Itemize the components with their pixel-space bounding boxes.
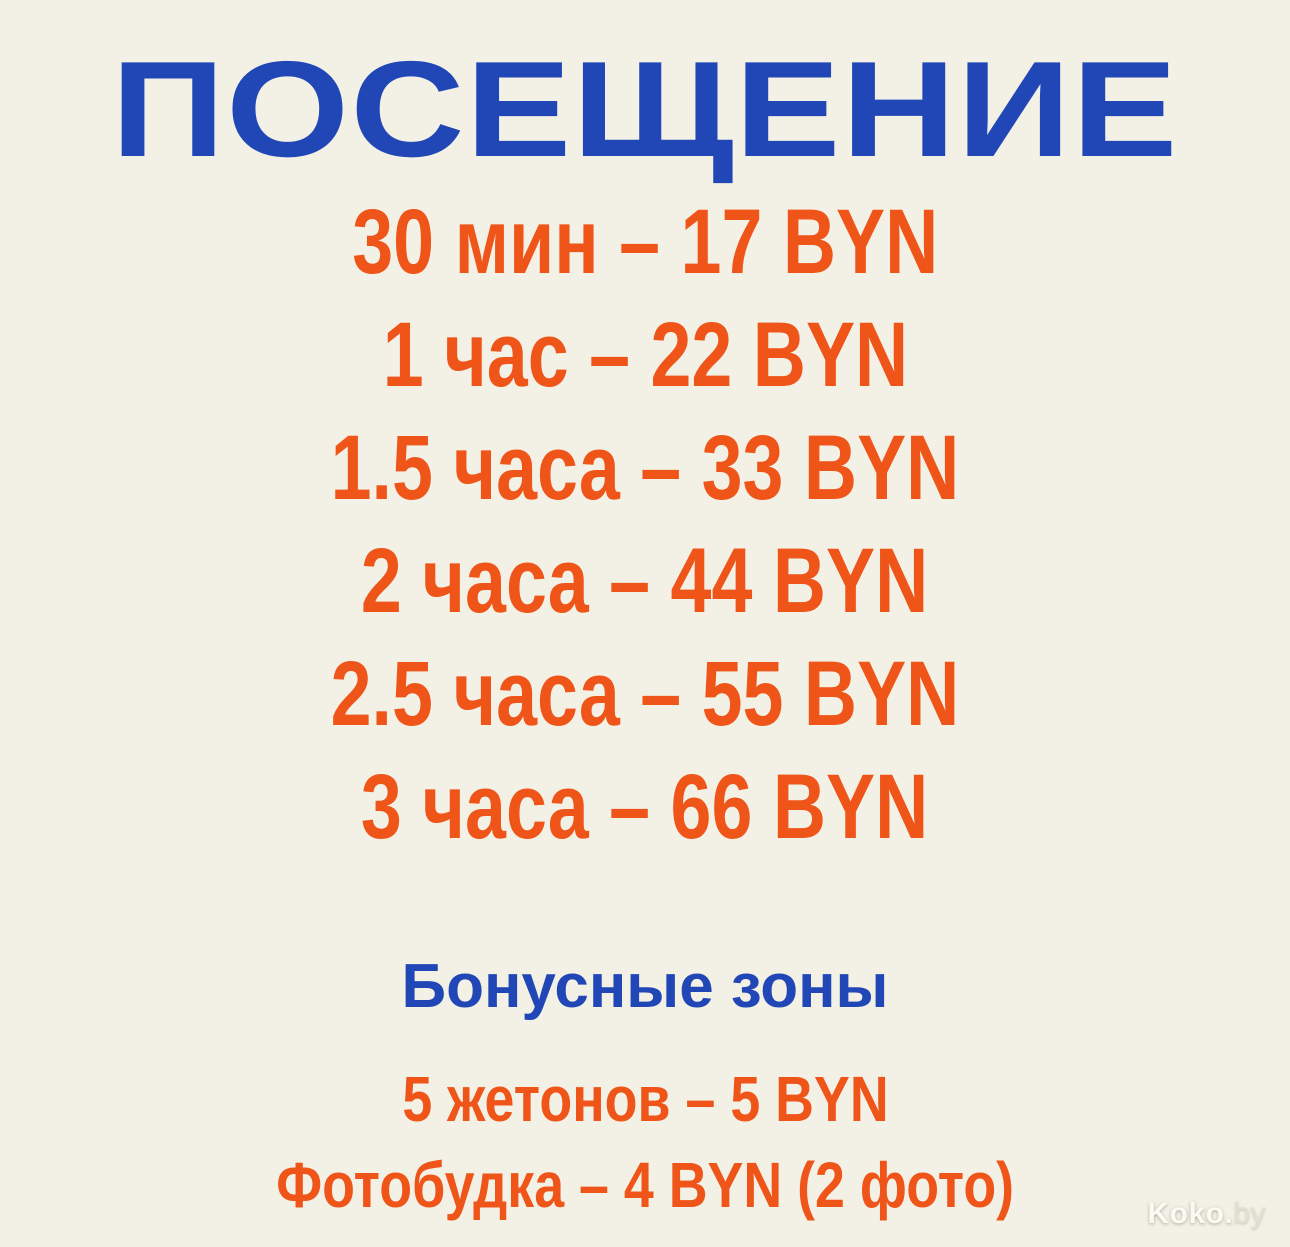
price-row xyxy=(252,299,1038,412)
price-text: 30 мин – 17 BYN xyxy=(351,191,938,293)
price-list xyxy=(252,186,1038,864)
price-text: 3 часа – 66 BYN xyxy=(361,756,929,858)
price-text: 1.5 часа – 33 BYN xyxy=(330,417,960,519)
price-row xyxy=(252,412,1038,525)
watermark xyxy=(1147,1197,1266,1231)
price-row xyxy=(252,525,1038,638)
price-text: 2 часа – 44 BYN xyxy=(361,530,929,632)
bonus-row xyxy=(206,1056,1084,1142)
price-text: 1 час – 22 BYN xyxy=(382,304,908,406)
price-row xyxy=(252,638,1038,751)
price-row xyxy=(252,751,1038,864)
page-title-text: ПОСЕЩЕНИЕ xyxy=(111,33,1179,186)
price-text: 2.5 часа – 55 BYN xyxy=(330,643,960,745)
page-title xyxy=(111,33,1179,186)
bonus-text: 5 жетонов – 5 BYN xyxy=(401,1063,889,1135)
bonus-zones-title: Бонусные зоны xyxy=(401,952,889,1021)
bonus-row xyxy=(206,1142,1084,1228)
bonus-list xyxy=(206,1056,1084,1228)
bonus-text: Фотобудка – 4 BYN (2 фото) xyxy=(276,1149,1014,1221)
watermark-brand: Koko. xyxy=(1147,1197,1234,1230)
watermark-domain: by xyxy=(1233,1197,1266,1230)
price-row xyxy=(252,186,1038,299)
